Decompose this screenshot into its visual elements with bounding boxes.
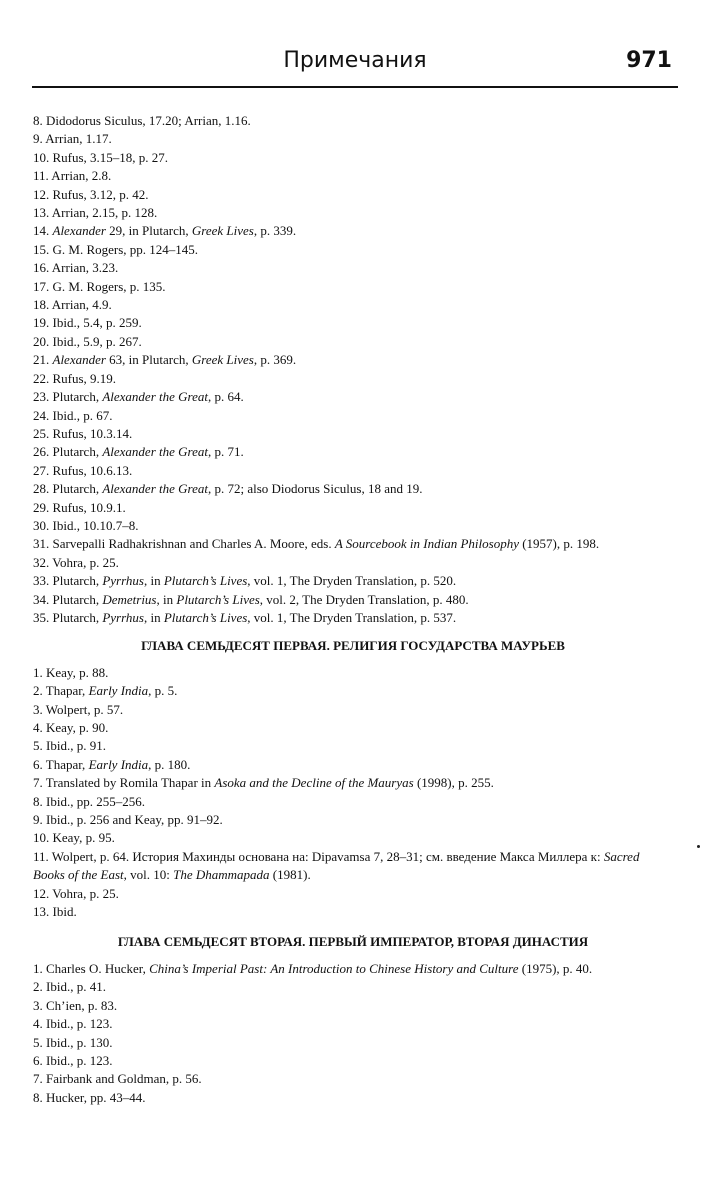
print-speck bbox=[697, 845, 700, 848]
note-text: 7. Fairbank and Goldman, p. 56. bbox=[33, 1071, 202, 1087]
italic-title: Alexander bbox=[52, 223, 106, 239]
footnote bbox=[33, 296, 673, 314]
note-text: 8. Ibid., pp. 255–256. bbox=[33, 793, 145, 809]
note-text: 8. Hucker, pp. 43–44. bbox=[33, 1089, 146, 1105]
footnote bbox=[33, 443, 673, 461]
note-text: 29. Rufus, 10.9.1. bbox=[33, 499, 126, 515]
note-text: 31. Sarvepalli Radhakrishnan and Charles A. Moore, eds. bbox=[33, 536, 335, 552]
notes-content bbox=[33, 112, 673, 1107]
note-text: (1981). bbox=[269, 867, 311, 883]
note-text: 32. Vohra, p. 25. bbox=[33, 554, 119, 570]
note-text: , vol. 1, The Dryden Translation, p. 520. bbox=[247, 573, 457, 589]
note-text: 3. Wolpert, p. 57. bbox=[33, 701, 124, 717]
page-header bbox=[32, 42, 678, 88]
footnote bbox=[33, 829, 673, 847]
note-text: 30. Ibid., 10.10.7–8. bbox=[33, 517, 139, 533]
footnote bbox=[33, 885, 673, 903]
footnote bbox=[33, 314, 673, 332]
italic-title: Alexander the Great bbox=[102, 481, 208, 497]
note-text: 11. Arrian, 2.8. bbox=[33, 168, 112, 184]
footnote bbox=[33, 1034, 673, 1052]
note-text: (1975), p. 40. bbox=[518, 960, 593, 976]
italic-title: Alexander the Great bbox=[102, 444, 208, 460]
footnote bbox=[33, 499, 673, 517]
footnote bbox=[33, 591, 673, 609]
footnote bbox=[33, 278, 673, 296]
note-text: 9. Arrian, 1.17. bbox=[33, 131, 112, 147]
note-text: 22. Rufus, 9.19. bbox=[33, 370, 117, 386]
note-text: , p. 72; also Diodorus Siculus, 18 and 19. bbox=[207, 481, 423, 497]
note-text: 20. Ibid., 5.9, p. 267. bbox=[33, 333, 142, 349]
footnote bbox=[33, 848, 673, 885]
italic-title: Early India bbox=[88, 756, 149, 772]
note-text: 5. Ibid., p. 91. bbox=[33, 738, 106, 754]
footnote bbox=[33, 1089, 673, 1107]
footnote bbox=[33, 1070, 673, 1088]
note-text: 13. Arrian, 2.15, p. 128. bbox=[33, 205, 158, 221]
footnote bbox=[33, 1015, 673, 1033]
footnote bbox=[33, 701, 673, 719]
note-text: 26. Plutarch, bbox=[33, 444, 103, 460]
note-text: 7. Translated by Romila Thapar in bbox=[33, 775, 215, 791]
footnote bbox=[33, 811, 673, 829]
italic-title: Alexander the Great bbox=[102, 389, 208, 405]
note-text: 8. Didodorus Siculus, 17.20; Arrian, 1.16. bbox=[33, 113, 251, 128]
note-text: , p. 71. bbox=[207, 444, 244, 460]
note-text: 27. Rufus, 10.6.13. bbox=[33, 462, 133, 478]
note-text: 12. Vohra, p. 25. bbox=[33, 885, 119, 901]
note-text: 29, in Plutarch, bbox=[105, 223, 192, 239]
footnote bbox=[33, 222, 673, 240]
chapter-heading: ГЛАВА СЕМЬДЕСЯТ ПЕРВАЯ. РЕЛИГИЯ ГОСУДАРСТВА МАУРЬЕВ bbox=[141, 638, 565, 654]
italic-title: A Sourcebook in Indian Philosophy bbox=[334, 536, 519, 552]
note-text: , in bbox=[156, 591, 177, 607]
italic-title: Pyrrhus bbox=[102, 609, 144, 625]
note-text: 21. bbox=[33, 352, 53, 368]
footnote bbox=[33, 407, 673, 425]
note-text: 35. Plutarch, bbox=[33, 609, 103, 625]
footnote bbox=[33, 664, 673, 682]
note-text: 23. Plutarch, bbox=[33, 389, 103, 405]
note-text: (1957), p. 198. bbox=[518, 536, 600, 552]
note-text: 25. Rufus, 10.3.14. bbox=[33, 425, 133, 441]
note-text: 16. Arrian, 3.23. bbox=[33, 260, 119, 276]
italic-title: Plutarch’s Lives bbox=[176, 591, 260, 607]
note-text: 9. Ibid., p. 256 and Keay, pp. 91–92. bbox=[33, 812, 223, 828]
note-text: 15. G. M. Rogers, pp. 124–145. bbox=[33, 241, 199, 257]
footnote bbox=[33, 756, 673, 774]
italic-title: Greek Lives bbox=[191, 352, 254, 368]
page-number: 971 bbox=[626, 48, 672, 73]
footnote bbox=[33, 535, 673, 553]
note-text: 12. Rufus, 3.12, p. 42. bbox=[33, 186, 149, 202]
note-text: 19. Ibid., 5.4, p. 259. bbox=[33, 315, 142, 331]
italic-title: Demetrius bbox=[102, 591, 157, 607]
note-text: 11. Wolpert, p. 64. История Махинды основана на: Dipavamsa 7, 28–31; см. введение Макса Миллера к: bbox=[33, 848, 604, 864]
footnote bbox=[33, 462, 673, 480]
footnote bbox=[33, 388, 673, 406]
italic-title: Plutarch’s Lives bbox=[163, 573, 248, 589]
note-text: , p. 180. bbox=[148, 756, 191, 772]
note-text: 5. Ibid., p. 130. bbox=[33, 1034, 113, 1050]
footnote bbox=[33, 903, 673, 921]
note-text: 2. Ibid., p. 41. bbox=[33, 979, 106, 995]
footnote bbox=[33, 682, 673, 700]
italic-title: Sacred Books of the East bbox=[33, 848, 640, 883]
note-text: 2. Thapar, bbox=[33, 683, 89, 699]
note-text: , in bbox=[143, 609, 164, 625]
footnote bbox=[33, 333, 673, 351]
note-text: 34. Plutarch, bbox=[33, 591, 103, 607]
footnote bbox=[33, 241, 673, 259]
note-text: , p. 339. bbox=[253, 223, 297, 239]
running-title: Примечания bbox=[283, 48, 427, 73]
footnote bbox=[33, 774, 673, 792]
note-text: 1. Charles O. Hucker, bbox=[33, 960, 150, 976]
note-text: 28. Plutarch, bbox=[33, 481, 103, 497]
italic-title: China’s Imperial Past: An Introduction to Chinese History and Culture bbox=[149, 960, 519, 976]
note-text: 14. bbox=[33, 223, 53, 239]
footnote bbox=[33, 480, 673, 498]
note-text: 10. Rufus, 3.15–18, p. 27. bbox=[33, 149, 169, 165]
note-text: 1. Keay, p. 88. bbox=[33, 664, 109, 680]
footnote bbox=[33, 997, 673, 1015]
italic-title: The Dhammapada bbox=[173, 867, 270, 883]
footnote bbox=[33, 793, 673, 811]
note-text: , p. 64. bbox=[207, 389, 244, 405]
footnote bbox=[33, 130, 673, 148]
italic-title: Greek Lives bbox=[191, 223, 254, 239]
footnote bbox=[33, 425, 673, 443]
note-text: , p. 5. bbox=[148, 683, 178, 699]
footnote bbox=[33, 960, 673, 978]
note-text: 6. Thapar, bbox=[33, 756, 89, 772]
note-text: 4. Ibid., p. 123. bbox=[33, 1016, 113, 1032]
footnote bbox=[33, 609, 673, 627]
note-text: 13. Ibid. bbox=[33, 904, 77, 920]
footnote bbox=[33, 1052, 673, 1070]
footnote bbox=[33, 259, 673, 277]
footnote bbox=[33, 737, 673, 755]
footnote bbox=[33, 572, 673, 590]
chapter-heading: ГЛАВА СЕМЬДЕСЯТ ВТОРАЯ. ПЕРВЫЙ ИМПЕРАТОР, ВТОРАЯ ДИНАСТИЯ bbox=[117, 934, 589, 950]
italic-title: Alexander bbox=[52, 352, 106, 368]
footnote bbox=[33, 186, 673, 204]
note-text: , vol. 1, The Dryden Translation, p. 537. bbox=[247, 609, 457, 625]
note-text: , vol. 10: bbox=[123, 867, 174, 883]
italic-title: Pyrrhus bbox=[102, 573, 144, 589]
footnote bbox=[33, 978, 673, 996]
footnote bbox=[33, 149, 673, 167]
note-text: 3. Ch’ien, p. 83. bbox=[33, 997, 118, 1013]
note-text: 18. Arrian, 4.9. bbox=[33, 297, 112, 313]
footnote bbox=[33, 517, 673, 535]
note-text: 4. Keay, p. 90. bbox=[33, 720, 109, 735]
footnote bbox=[33, 112, 673, 130]
note-text: 17. G. M. Rogers, p. 135. bbox=[33, 278, 166, 294]
note-text: , vol. 2, The Dryden Translation, p. 480. bbox=[259, 591, 469, 607]
italic-title: Early India bbox=[88, 683, 149, 699]
note-text: 33. Plutarch, bbox=[33, 573, 103, 589]
footnote bbox=[33, 204, 673, 222]
italic-title: Plutarch’s Lives bbox=[163, 609, 248, 625]
footnote bbox=[33, 554, 673, 572]
note-text: 63, in Plutarch, bbox=[105, 352, 192, 368]
note-text: 24. Ibid., p. 67. bbox=[33, 407, 113, 423]
note-text: 10. Keay, p. 95. bbox=[33, 830, 115, 846]
footnote bbox=[33, 370, 673, 388]
note-text: 6. Ibid., p. 123. bbox=[33, 1052, 113, 1068]
footnote bbox=[33, 167, 673, 185]
note-text: , in bbox=[143, 573, 164, 589]
footnote bbox=[33, 719, 673, 737]
note-text: , p. 369. bbox=[253, 352, 297, 368]
footnote bbox=[33, 351, 673, 369]
italic-title: Asoka and the Decline of the Mauryas bbox=[214, 775, 414, 791]
note-text: (1998), p. 255. bbox=[413, 775, 494, 791]
